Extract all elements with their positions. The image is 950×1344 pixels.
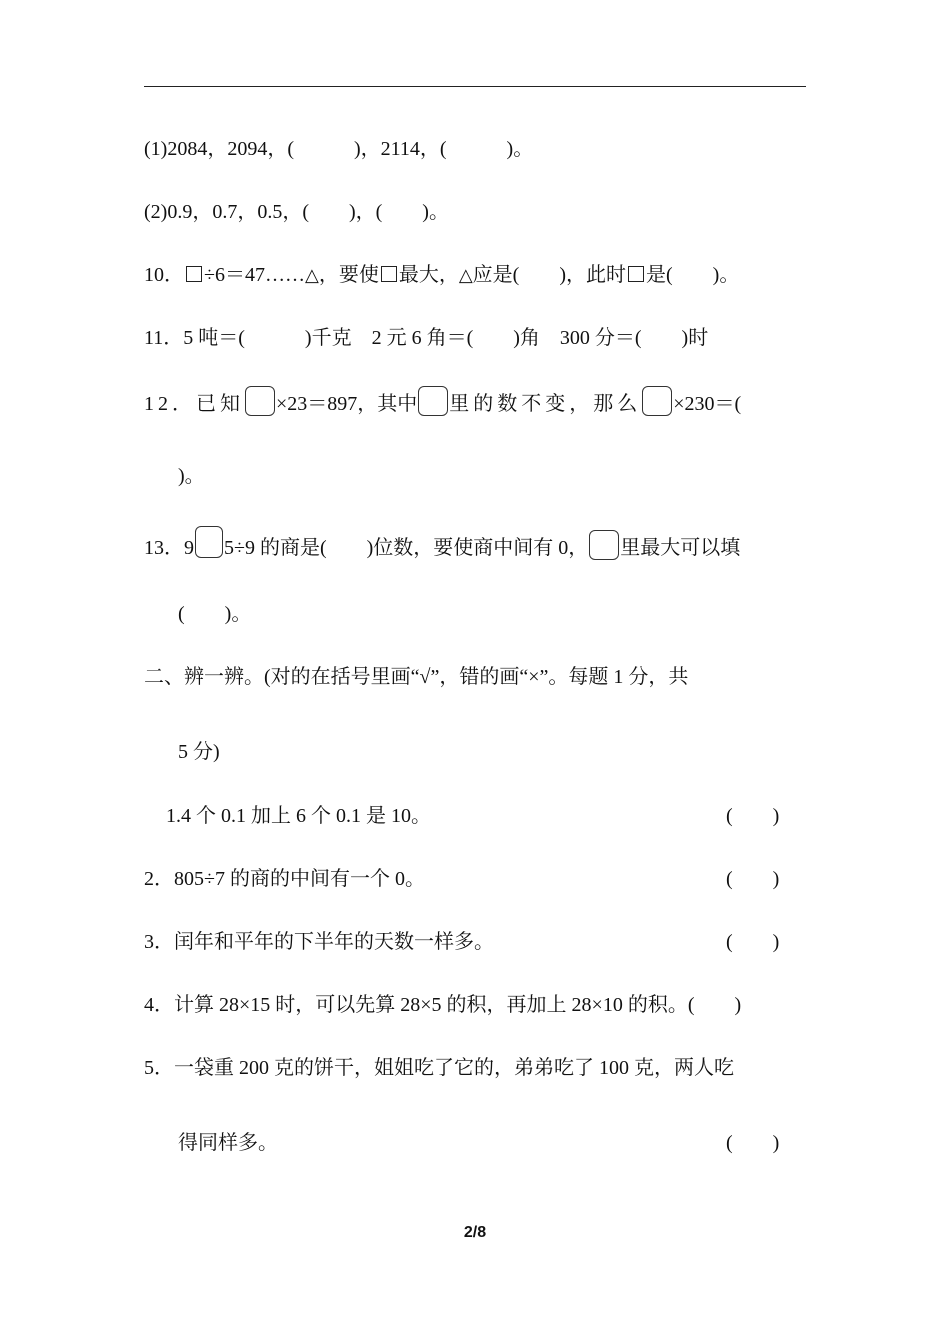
blank-box-icon <box>589 530 619 560</box>
blank-box-icon <box>642 386 672 416</box>
triangle-icon: △ <box>458 265 473 286</box>
blank-box-icon <box>195 526 223 558</box>
judge-item-1: 1.4 个 0.1 加上 6 个 0.1 是 10。 <box>166 805 431 827</box>
section-2-heading-continued: 5 分) <box>178 741 220 763</box>
blank-box-icon <box>245 386 275 416</box>
answer-paren: ( ) <box>726 1132 780 1154</box>
page-number: 2/8 <box>463 1224 487 1241</box>
square-icon <box>628 266 644 282</box>
question-12-continued: )。 <box>178 465 205 487</box>
sequence-question-2: (2)0.9，0.7，0.5，( )，( )。 <box>144 201 449 223</box>
sequence-question-1: (1)2084，2094，( )，2114，( )。 <box>144 138 534 160</box>
judge-item-4: 4．计算 28×15 时，可以先算 28×5 的积，再加上 28×10 的积。( ) <box>144 994 742 1016</box>
question-10: 10． ÷6＝47……△，要使 最大，△应是( )，此时 是( )。 <box>144 262 739 289</box>
question-13-continued: ( )。 <box>178 603 252 625</box>
answer-paren: ( ) <box>726 931 780 953</box>
question-10-number: 10． <box>144 264 184 286</box>
answer-paren: ( ) <box>726 805 780 827</box>
square-icon <box>186 266 202 282</box>
question-13: 13．9 5÷9 的商是( )位数，要使商中间有 0， 里最大可以填 <box>144 526 740 561</box>
question-11: 11．5 吨＝( )千克 2 元 6 角＝( )角 300 分＝( )时 <box>144 327 709 349</box>
answer-paren: ( ) <box>726 868 780 890</box>
triangle-icon: △ <box>304 265 319 286</box>
question-12: 12．已知 ×23＝897，其中 里的数不变，那么 ×230＝( <box>144 386 741 417</box>
header-rule <box>144 86 806 87</box>
section-2-heading: 二、辨一辨。(对的在括号里画“√”，错的画“×”。每题 1 分，共 <box>144 666 689 688</box>
judge-item-3: 3．闰年和平年的下半年的天数一样多。 <box>144 931 494 953</box>
blank-box-icon <box>418 386 448 416</box>
square-icon <box>381 266 397 282</box>
judge-item-5: 5．一袋重 200 克的饼干，姐姐吃了它的，弟弟吃了 100 克，两人吃 <box>144 1057 734 1079</box>
judge-item-5-continued: 得同样多。 <box>178 1132 278 1154</box>
judge-item-2: 2．805÷7 的商的中间有一个 0。 <box>144 868 425 890</box>
